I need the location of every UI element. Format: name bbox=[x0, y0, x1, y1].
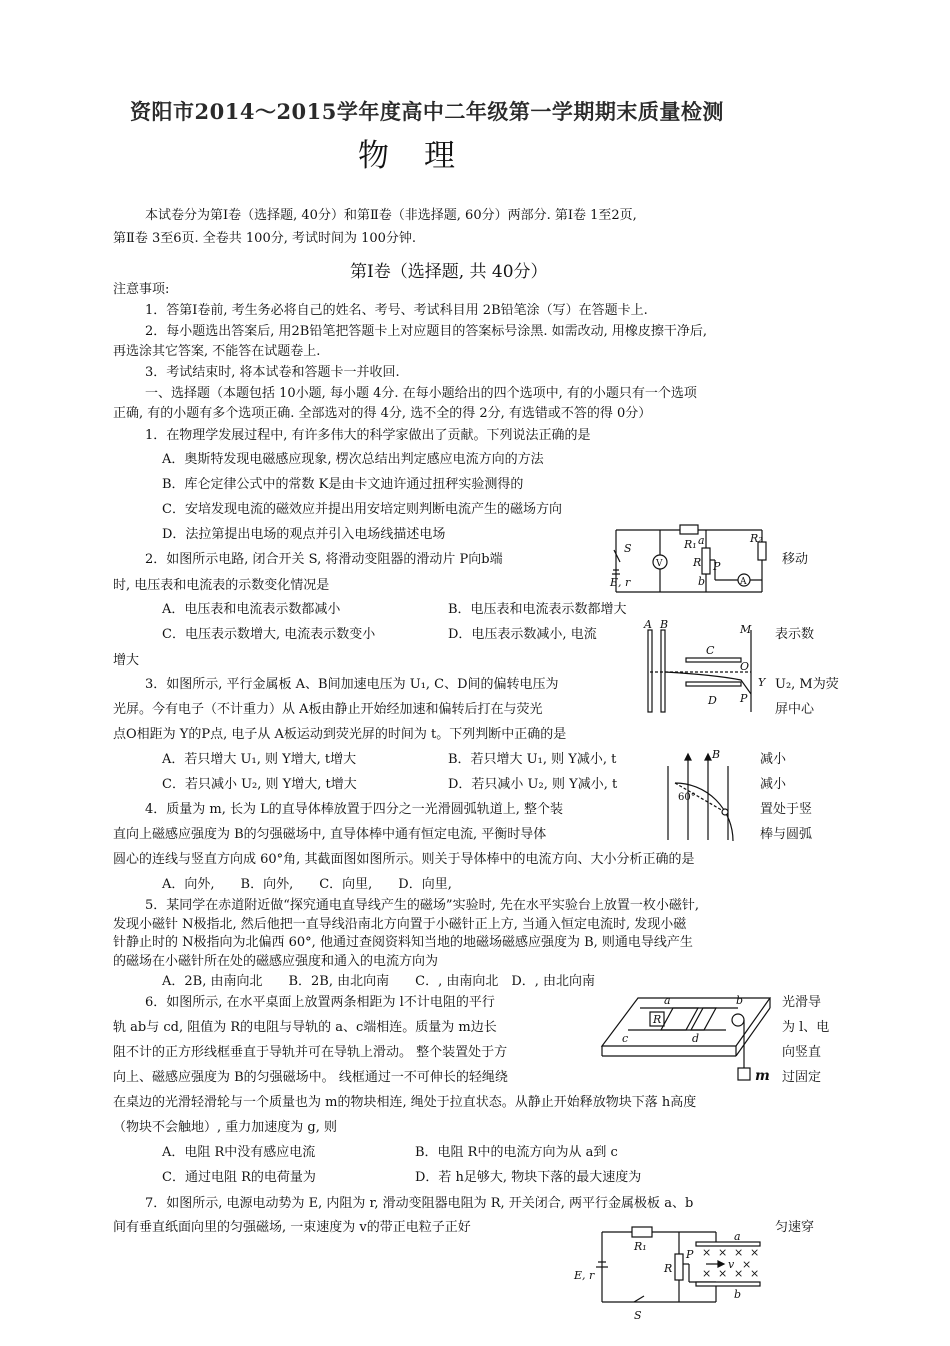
q2-fig-voltmeter: V bbox=[656, 559, 663, 569]
q3-option-b: B．若只增大 U₁, 则 Y减小, t bbox=[448, 752, 617, 767]
q6-option-b: B．电阻 R中的电流方向为从 a到 c bbox=[415, 1145, 618, 1160]
q2-fig-label-er: E, r bbox=[610, 576, 631, 589]
q3-stem-line3: 点O相距为 Y的P点, 电子从 A板运动到荧光屏的时间为 t。下列判断中正确的是 bbox=[113, 727, 567, 742]
q6-stem-line3-right: 向竖直 bbox=[782, 1045, 822, 1060]
q2-fig-label-a: a bbox=[698, 534, 705, 547]
note-2-cont: 再选涂其它答案, 不能答在试题卷上. bbox=[113, 344, 321, 359]
q7-fig-label-v: v bbox=[728, 1258, 735, 1271]
q3-fig-label-c: C bbox=[706, 644, 715, 657]
q2-option-a: A．电压表和电流表示数都减小 bbox=[162, 602, 341, 617]
field-cross: × bbox=[742, 1258, 752, 1271]
q5-stem-line2: 发现小磁针 N极指北, 然后他把一直导线沿南北方向置于小磁针正上方, 当通入恒定电流时, 发现小磁 bbox=[113, 917, 687, 932]
q4-stem-line2: 直向上磁感应强度为 B的匀强磁场中, 直导体棒中通有恒定电流, 平衡时导体 bbox=[113, 827, 547, 842]
subject-title: 物 理 bbox=[358, 138, 457, 174]
q3-option-d-end: 减小 bbox=[760, 777, 787, 792]
note-2: 2．每小题选出答案后, 用2B铅笔把答题卡上对应题目的答案标号涂黑. 如需改动, 用橡皮擦干净后, bbox=[145, 324, 708, 339]
q2-stem: 2．如图所示电路, 闭合开关 S, 将滑动变阻器的滑动片 P向b端 bbox=[145, 552, 503, 567]
exam-title: 资阳市2014～2015学年度高中二年级第一学期期末质量检测 bbox=[130, 99, 724, 124]
field-cross: × bbox=[702, 1246, 712, 1259]
q4-stem-line3: 圆心的连线与竖直方向成 60°角, 其截面图如图所示。则关于导体棒中的电流方向、大小分析正确的是 bbox=[113, 852, 695, 867]
q4-stem: 4．质量为 m, 长为 L的直导体棒放置于四分之一光滑圆弧轨道上, 整个装 bbox=[145, 802, 564, 817]
q4-stem-right: 置处于竖 bbox=[760, 802, 813, 817]
q7-fig-label-er: E, r bbox=[574, 1269, 595, 1282]
q5-options: A．2B, 由南向北 B．2B, 由北向南 C．, 由南向北 D．, 由北向南 bbox=[162, 974, 596, 989]
q2-option-c: C．电压表示数增大, 电流表示数变小 bbox=[162, 627, 376, 642]
q3-fig-label-m: M bbox=[740, 623, 752, 636]
q2-stem-cont: 时, 电压表和电流表的示数变化情况是 bbox=[113, 578, 330, 593]
q6-option-c: C．通过电阻 R的电荷量为 bbox=[162, 1170, 316, 1185]
q6-stem-line2-right: 为 l、电 bbox=[782, 1020, 830, 1035]
q2-fig-label-p: P bbox=[713, 560, 721, 573]
q2-fig-label-b: b bbox=[698, 575, 706, 588]
q3-option-a: A．若只增大 U₁, 则 Y增大, t增大 bbox=[162, 752, 357, 767]
q7-fig-label-s: S bbox=[634, 1309, 642, 1322]
q6-stem-line3: 阻不计的正方形线框垂直于导轨并可在导轨上滑动。 整个装置处于方 bbox=[113, 1045, 508, 1060]
q3-option-d: D．若只减小 U₂, 则 Y减小, t bbox=[448, 777, 618, 792]
q5-stem-line3: 针静止时的 N极指向为北偏西 60°, 他通过查阅资料知当地的地磁场磁感应强度为 B, 则通电导线产生 bbox=[113, 935, 693, 950]
q4-fig-label-b: B bbox=[712, 748, 721, 761]
q3-deflection-diagram bbox=[636, 620, 776, 715]
q3-fig-label-p: P bbox=[740, 692, 748, 705]
q3-fig-label-y: Y bbox=[758, 676, 766, 689]
note-1: 1．答第Ⅰ卷前, 考生务必将自己的姓名、考号、考试科目用 2B铅笔涂（写）在答题卡上. bbox=[145, 303, 648, 318]
q1-option-d: D．法拉第提出电场的观点并引入电场线描述电场 bbox=[162, 527, 446, 542]
q3-option-b-end: 减小 bbox=[760, 752, 787, 767]
q6-option-d: D．若 h足够大, 物块下落的最大速度为 bbox=[415, 1170, 642, 1185]
q6-stem-line2: 轨 ab与 cd, 阻值为 R的电阻与导轨的 a、c端相连。质量为 m边长 bbox=[113, 1020, 497, 1035]
q3-stem-line2: 光屏。今有电子（不计重力）从 A板由静止开始经加速和偏转后打在与荧光 bbox=[113, 702, 543, 717]
part1-instructions-cont: 正确, 有的小题有多个选项正确. 全部选对的得 4分, 选不全的得 2分, 有选错或不答的得 0分） bbox=[113, 406, 652, 421]
q2-option-d-cont: 表示数 bbox=[775, 627, 815, 642]
q2-option-b: B．电压表和电流表示数都增大 bbox=[448, 602, 627, 617]
q2-fig-label-r2: R₂ bbox=[750, 532, 763, 545]
q2-fig-ammeter: A bbox=[740, 577, 747, 587]
q1-option-b: B．库仑定律公式中的常数 K是由卡文迪许通过扭秤实验测得的 bbox=[162, 477, 524, 492]
field-cross: × bbox=[718, 1246, 728, 1259]
notes-heading: 注意事项: bbox=[113, 282, 170, 297]
q4-stem-line2-right: 棒与圆弧 bbox=[760, 827, 813, 842]
q5-stem: 5．某同学在赤道附近做“探究通电直导线产生的磁场”实验时, 先在水平实验台上放置一枚小磁针, bbox=[145, 898, 699, 913]
field-cross: × bbox=[702, 1267, 712, 1280]
field-cross: × bbox=[734, 1267, 744, 1280]
q1-stem: 1．在物理学发展过程中, 有许多伟大的科学家做出了贡献。下列说法正确的是 bbox=[145, 428, 591, 443]
note-3: 3．考试结束时, 将本试卷和答题卡一并收回. bbox=[145, 365, 400, 380]
q7-stem-line2-right: 匀速穿 bbox=[775, 1220, 815, 1235]
q2-fig-label-s: S bbox=[624, 542, 632, 555]
q2-option-d: D．电压表示数减小, 电流 bbox=[448, 627, 597, 642]
q6-stem-line4-right: 过固定 bbox=[782, 1070, 822, 1085]
field-cross: × bbox=[718, 1267, 728, 1280]
q6-fig-label-b: b bbox=[736, 994, 744, 1007]
q3-stem: 3．如图所示, 平行金属板 A、B间加速电压为 U₁, C、D间的偏转电压为 bbox=[145, 677, 559, 692]
q7-fig-label-r1: R₁ bbox=[634, 1240, 647, 1253]
q7-stem: 7．如图所示, 电源电动势为 E, 内阻为 r, 滑动变阻器电阻为 R, 开关闭合, 两平行金属极板 a、b bbox=[145, 1196, 694, 1211]
q1-option-c: C．安培发现电流的磁效应并提出用安培定则判断电流产生的磁场方向 bbox=[162, 502, 562, 517]
q3-fig-label-o: O bbox=[740, 660, 750, 673]
q6-stem-line5: 在桌边的光滑轻滑轮与一个质量也为 m的物块相连, 绳处于拉直状态。从静止开始释放物块下落 h高度 bbox=[113, 1095, 697, 1110]
q7-circuit-diagram bbox=[574, 1224, 770, 1336]
part1-instructions: 一、选择题（本题包括 10小题, 每小题 4分. 在每小题给出的四个选项中, 有的小题只有一个选项 bbox=[145, 386, 697, 401]
q6-fig-label-c: c bbox=[622, 1032, 629, 1045]
q2-stem-right: 移动 bbox=[782, 552, 809, 567]
q1-option-a: A．奥斯特发现电磁感应现象, 楞次总结出判定感应电流方向的方法 bbox=[162, 452, 544, 467]
q6-rail-diagram bbox=[598, 990, 778, 1086]
q3-fig-label-a: A bbox=[644, 618, 652, 631]
q2-option-d-end: 增大 bbox=[113, 653, 140, 668]
field-cross: × bbox=[750, 1267, 760, 1280]
q7-stem-line2: 间有垂直纸面向里的匀强磁场, 一束速度为 v的带正电粒子正好 bbox=[113, 1220, 471, 1235]
intro-line-1: 本试卷分为第Ⅰ卷（选择题, 40分）和第Ⅱ卷（非选择题, 60分）两部分. 第Ⅰ卷 1至2页, bbox=[145, 208, 637, 223]
field-cross: × bbox=[734, 1246, 744, 1259]
q2-fig-label-r: R bbox=[693, 556, 702, 569]
q6-stem-right: 光滑导 bbox=[782, 995, 822, 1010]
section-title: 第Ⅰ卷（选择题, 共 40分） bbox=[350, 262, 548, 282]
q7-fig-label-a: a bbox=[734, 1230, 741, 1243]
q4-fig-label-angle: 60° bbox=[678, 792, 696, 803]
q3-option-c: C．若只减小 U₂, 则 Y增大, t增大 bbox=[162, 777, 357, 792]
q3-fig-label-d: D bbox=[708, 694, 717, 707]
q3-stem-right: U₂, M为荧 bbox=[775, 677, 839, 692]
q5-stem-line4: 的磁场在小磁针所在处的磁感应强度和通入的电流方向为 bbox=[113, 954, 439, 969]
q6-fig-label-m: m bbox=[755, 1068, 770, 1084]
field-cross: × bbox=[750, 1246, 760, 1259]
q7-fig-label-b: b bbox=[734, 1288, 742, 1301]
q6-stem-line6: （物块不会触地）, 重力加速度为 g, 则 bbox=[113, 1120, 337, 1135]
q7-fig-label-r: R bbox=[664, 1262, 673, 1275]
q6-option-a: A．电阻 R中没有感应电流 bbox=[162, 1145, 316, 1160]
intro-line-2: 第Ⅱ卷 3至6页. 全卷共 100分, 考试时间为 100分钟. bbox=[113, 231, 417, 246]
q7-fig-label-p: P bbox=[686, 1248, 694, 1261]
q6-fig-label-d: d bbox=[692, 1032, 700, 1045]
q4-options: A．向外, B．向外, C．向里, D．向里, bbox=[162, 877, 452, 892]
q3-stem-line2-right: 屏中心 bbox=[775, 702, 815, 717]
q6-stem-line4: 向上、磁感应强度为 B的匀强磁场中。 线框通过一不可伸长的轻绳绕 bbox=[113, 1070, 508, 1085]
q6-stem: 6．如图所示, 在水平桌面上放置两条相距为 l不计电阻的平行 bbox=[145, 995, 495, 1010]
q6-fig-label-r: R bbox=[653, 1013, 662, 1026]
q6-fig-label-a: a bbox=[664, 994, 671, 1007]
q2-circuit-diagram bbox=[612, 522, 770, 602]
q2-fig-label-r1: R₁ bbox=[684, 538, 697, 551]
q3-fig-label-b: B bbox=[660, 618, 669, 631]
q4-arc-diagram bbox=[660, 748, 750, 846]
